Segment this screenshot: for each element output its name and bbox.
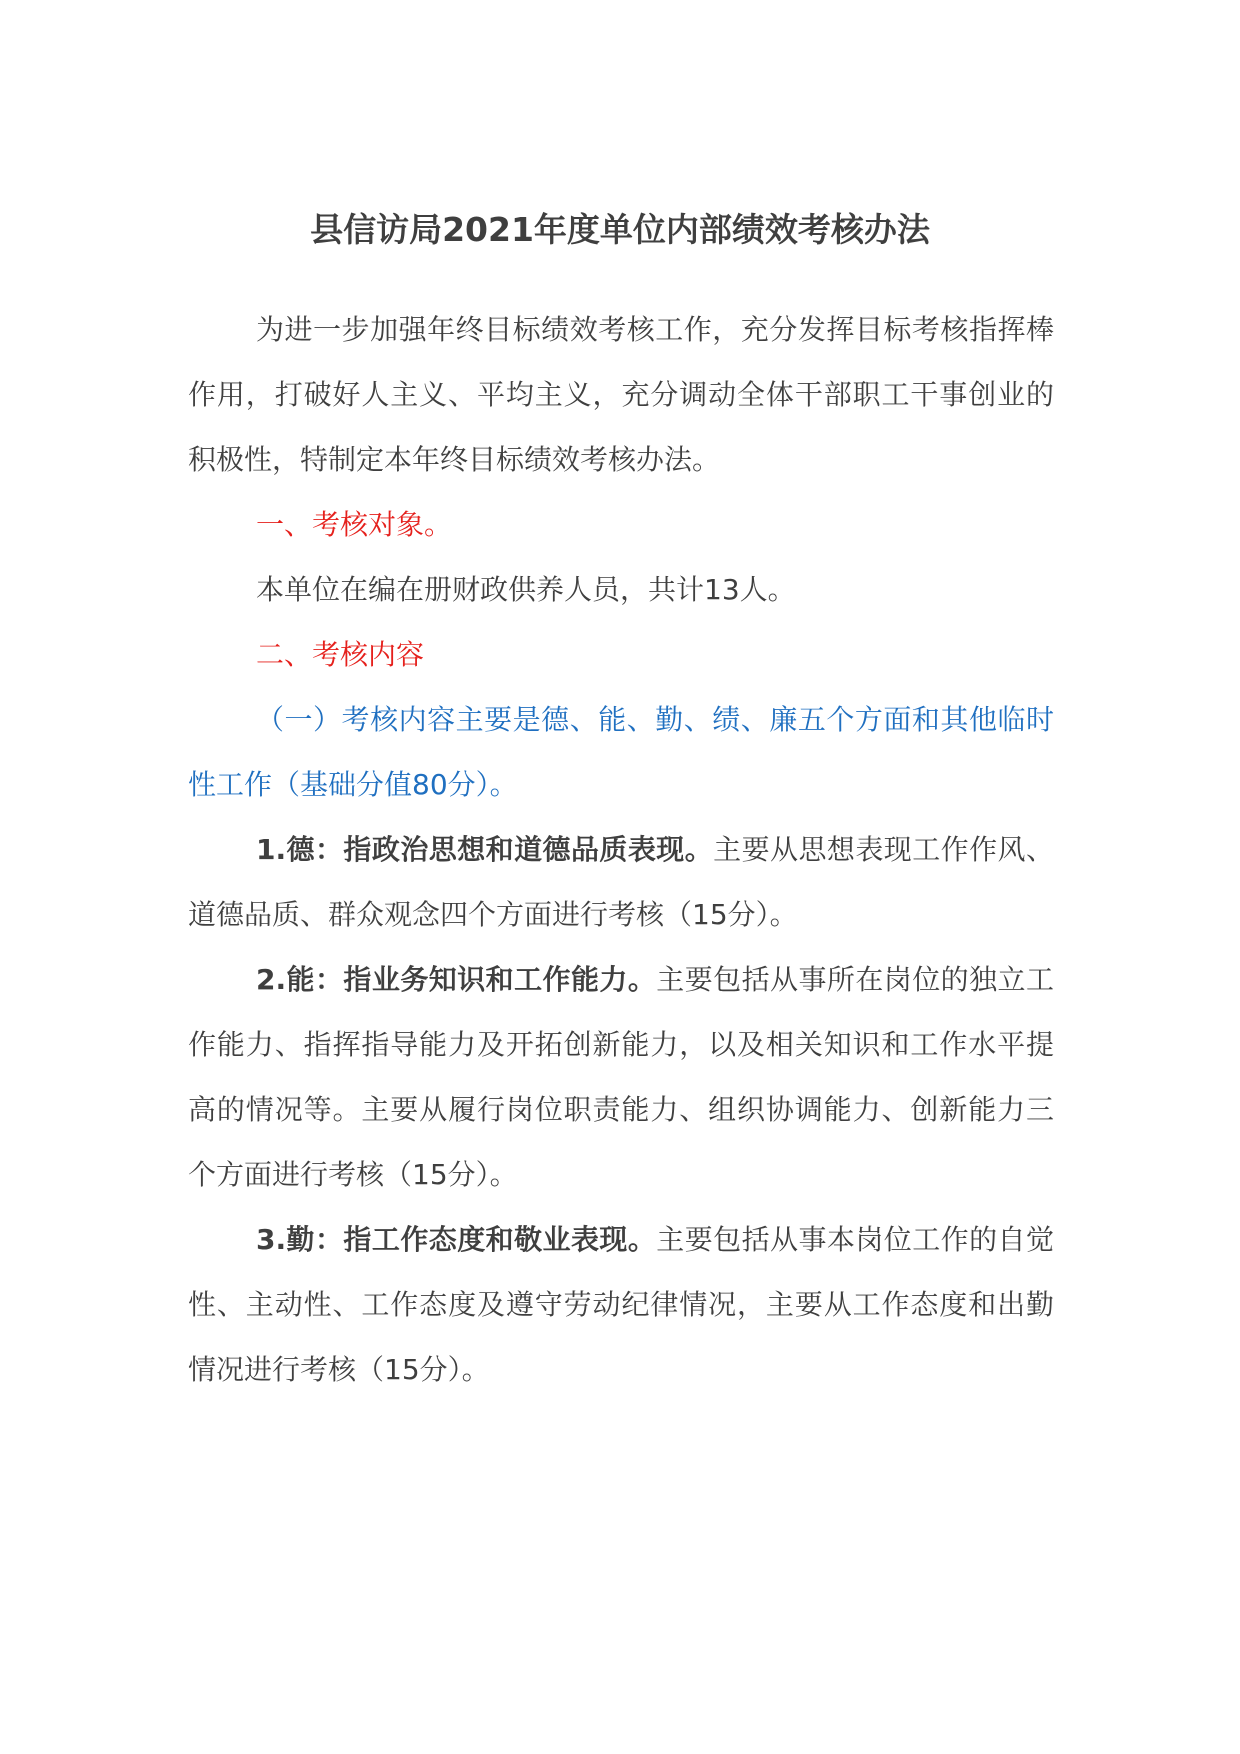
- paragraph-text: 本单位在编在册财政供养人员，共计13人。: [256, 573, 796, 606]
- staff-count-paragraph: [188, 557, 1054, 622]
- paragraph-text: （一）考核内容主要是德、能、勤、绩、廉五个方面和其他临时性工作（基础分值80分）。: [188, 703, 1054, 801]
- intro-paragraph: [188, 297, 1054, 492]
- subsection-heading-content-overview: [188, 687, 1054, 817]
- paragraph-lead: 3.勤：指工作态度和敬业表现。: [256, 1223, 657, 1256]
- criterion-ability-paragraph: [188, 947, 1054, 1207]
- paragraph-text: 主要包括从事本岗位工作的自觉性、主动性、工作态度及遵守劳动纪律情况，主要从工作态度和出勤情况进行考核（15分）。: [188, 1223, 1054, 1386]
- criterion-diligence-paragraph: [188, 1207, 1054, 1402]
- section-heading-assessment-target: [188, 492, 1054, 557]
- paragraph-text: 主要从思想表现工作作风、道德品质、群众观念四个方面进行考核（15分）。: [188, 833, 1054, 931]
- paragraph-lead: 2.能：指业务知识和工作能力。: [256, 963, 657, 996]
- document-title: 县信访局2021年度单位内部绩效考核办法: [310, 210, 930, 249]
- paragraph-text: 为进一步加强年终目标绩效考核工作，充分发挥目标考核指挥棒作用，打破好人主义、平均主义，充分调动全体干部职工干事创业的积极性，特制定本年终目标绩效考核办法。: [188, 313, 1054, 476]
- paragraph-text: 主要包括从事所在岗位的独立工作能力、指挥指导能力及开拓创新能力，以及相关知识和工作水平提高的情况等。主要从履行岗位职责能力、组织协调能力、创新能力三个方面进行考核（15分）。: [188, 963, 1054, 1191]
- paragraph-lead: 1.德：指政治思想和道德品质表现。: [256, 833, 714, 866]
- section-heading-assessment-content: [188, 622, 1054, 687]
- criterion-morality-paragraph: [188, 817, 1054, 947]
- paragraph-text: 二、考核内容: [256, 638, 425, 671]
- document-body: [188, 297, 1054, 1402]
- paragraph-text: 一、考核对象。: [256, 508, 453, 541]
